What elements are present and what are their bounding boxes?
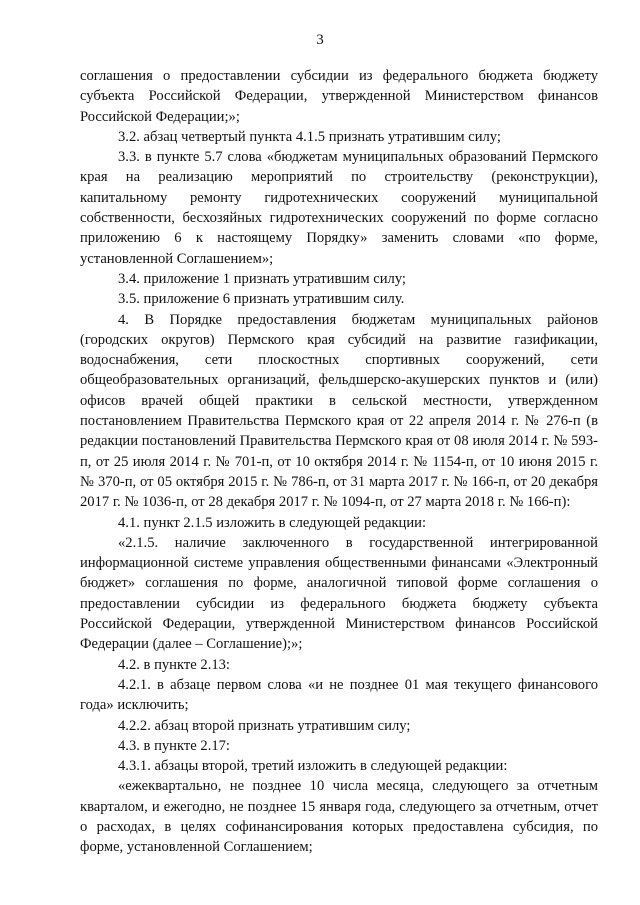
paragraph: 4.3. в пункте 2.17:	[118, 737, 230, 754]
paragraph: 3.4. приложение 1 признать утратившим силу;	[118, 270, 406, 287]
paragraph: 4.2. в пункте 2.13:	[118, 656, 230, 673]
paragraph: 4.2.2. абзац второй признать утратившим силу;	[118, 717, 411, 734]
paragraph: 3.2. абзац четвертый пункта 4.1.5 признать утратившим силу;	[118, 128, 501, 145]
paragraph: «2.1.5. наличие заключенного в государственной интегрированной информационной системе управления общественными финансами «Электронный бюджет» соглашения по форме, аналогичной типовой форме соглашения о предоставлении субсидии из федерального бюджета бюджету субъекта Российской Федерации, утвержденной Министерством финансов Российской Федерации (далее – Соглашение);»;	[80, 534, 598, 653]
paragraph: 4.1. пункт 2.1.5 изложить в следующей редакции:	[118, 514, 427, 531]
paragraph: 4.2.1. в абзаце первом слова «и не позднее 01 мая текущего финансового года» исключить;	[80, 676, 598, 714]
paragraph: соглашения о предоставлении субсидии из федерального бюджета бюджету субъекта Российской Федерации, утвержденной Министерством финансов Российской Федерации;»;	[80, 68, 598, 125]
paragraph: 4. В Порядке предоставления бюджетам муниципальных районов (городских округов) Пермского края субсидий на развитие газификации, водоснабжения, сети плоскостных спортивных сооружений, сети общеобразовательных организаций, фельдшерско-акушерских пунктов и (или) офисов врачей общей практики в сельской местности, утвержденном постановлением Правительства Пермского края от 22 апреля 2014 г. № 276-п (в редакции постановлений Правительства Пермского края от 08 июля 2014 г. № 593-п, от 25 июля 2014 г. № 701-п, от 10 октября 2014 г. № 1154-п, от 10 июня 2015 г. № 370-п, от 05 октября 2015 г. № 786-п, от 31 марта 2017 г. № 166-п, от 20 декабря 2017 г. № 1036-п, от 28 декабря 2017 г. № 1094-п, от 27 марта 2018 г. № 166-п):	[80, 311, 598, 511]
paragraph: 3.3. в пункте 5.7 слова «бюджетам муниципальных образований Пермского края на реализацию мероприятий по строительству (реконструкции), капитальному ремонту гидротехнических сооружений муниципальной собственности, бесхозяйных гидротехнических сооружений по форме согласно приложению 6 к настоящему Порядку» заменить словами «по форме, установленной Соглашением»;	[80, 149, 598, 267]
page-number: 3	[316, 32, 324, 48]
document-body	[80, 66, 598, 858]
paragraph: «ежеквартально, не позднее 10 числа месяца, следующего за отчетным кварталом, и ежегодно, не позднее 15 января года, следующего за отчетным, отчет о расходах, в целях софинансирования которых предоставлена субсидия, по форме, установленной Соглашением;	[80, 778, 598, 856]
paragraph: 4.3.1. абзацы второй, третий изложить в следующей редакции:	[118, 758, 508, 775]
paragraph: 3.5. приложение 6 признать утратившим силу.	[118, 291, 405, 308]
